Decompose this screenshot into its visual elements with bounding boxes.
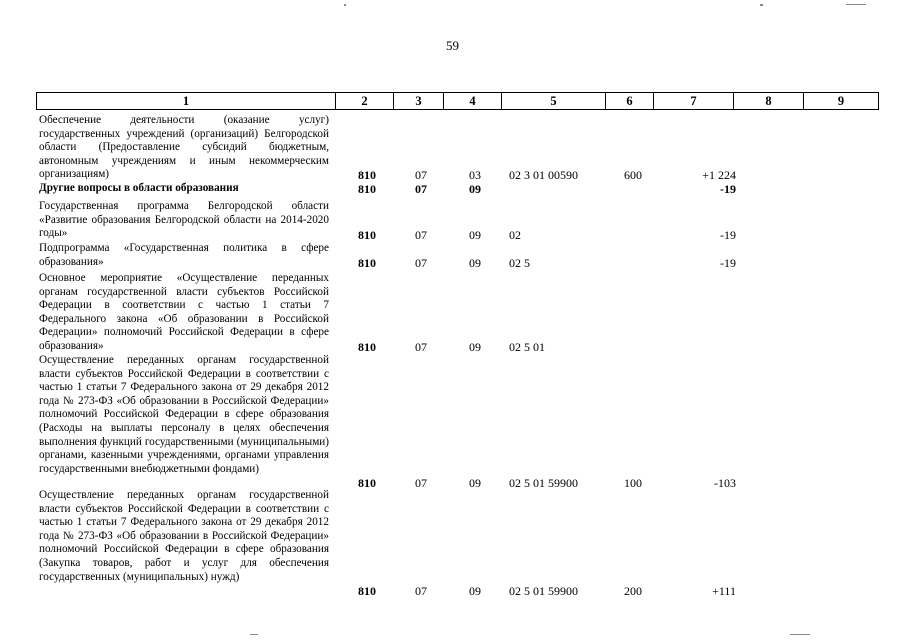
- cell-col-2: 810: [358, 476, 376, 490]
- cell-col-4: 09: [469, 340, 481, 354]
- header-col-1: 1: [37, 93, 336, 109]
- cell-col-2: 810: [358, 340, 376, 354]
- cell-col-4: 09: [469, 182, 481, 196]
- cell-col-3: 07: [415, 256, 427, 270]
- cell-col-5: 02 5: [509, 256, 530, 270]
- cell-col-2: 810: [358, 182, 376, 196]
- row-description: Другие вопросы в области образования: [39, 182, 239, 194]
- cell-col-4: 03: [469, 168, 481, 182]
- cell-col-7: -19: [720, 256, 736, 270]
- cell-col-5: 02 5 01 59900: [509, 476, 578, 490]
- cell-col-3: 07: [415, 340, 427, 354]
- header-col-6: 6: [606, 93, 654, 109]
- cell-col-6: 600: [624, 168, 642, 182]
- row-description: Основное мероприятие «Осуществление переданных органам государственной власти субъектов Российской Федерации в соответствии с частью 1 статьи 7 Федерального закона «Об образовании в Российской Федерации» полномочий Российской Федерации в сфере образования»: [39, 272, 329, 352]
- cell-col-4: 09: [469, 584, 481, 598]
- header-col-7: 7: [654, 93, 734, 109]
- header-col-5: 5: [502, 93, 606, 109]
- cell-col-3: 07: [415, 182, 427, 196]
- cell-col-3: 07: [415, 476, 427, 490]
- cell-col-3: 07: [415, 584, 427, 598]
- cell-col-5: 02: [509, 228, 521, 242]
- scan-mark: [846, 4, 866, 5]
- cell-col-2: 810: [358, 168, 376, 182]
- scan-mark: [250, 634, 258, 635]
- cell-col-2: 810: [358, 584, 376, 598]
- header-col-2: 2: [336, 93, 394, 109]
- page-number: 59: [446, 38, 459, 53]
- cell-col-4: 09: [469, 256, 481, 270]
- cell-col-7: -19: [720, 228, 736, 242]
- scan-mark: [760, 4, 763, 6]
- cell-col-7: -103: [714, 476, 736, 490]
- cell-col-5: 02 5 01 59900: [509, 584, 578, 598]
- table-header: [36, 92, 879, 110]
- cell-col-2: 810: [358, 256, 376, 270]
- header-col-3: 3: [394, 93, 444, 109]
- row-description: Осуществление переданных органам государственной власти субъектов Российской Федерации в соответствии с частью 1 статьи 7 Федерального закона от 29 декабря 2012 года № 273-ФЗ «Об образовании в Российской Федерации» полномочий Российской Федерации в сфере образования (Расходы на выплаты персоналу в целях обеспечения выполнения функций государственными (муниципальными) органами, казенными учреждениями, органами управления государственными внебюджетными фондами): [39, 354, 329, 475]
- cell-col-4: 09: [469, 228, 481, 242]
- cell-col-7: -19: [720, 182, 736, 196]
- cell-col-3: 07: [415, 168, 427, 182]
- cell-col-2: 810: [358, 228, 376, 242]
- cell-col-7: +1 224: [702, 168, 736, 182]
- row-description: Государственная программа Белгородской области «Развитие образования Белгородской области на 2014-2020 годы»: [39, 200, 329, 240]
- cell-col-6: 200: [624, 584, 642, 598]
- row-description: Обеспечение деятельности (оказание услуг) государственных учреждений (организаций) Белгородской области (Предоставление субсидий бюджетным, автономным учреждениям и иным некоммерческим организациям): [39, 114, 329, 181]
- cell-col-5: 02 3 01 00590: [509, 168, 578, 182]
- row-description: Осуществление переданных органам государственной власти субъектов Российской Федерации в соответствии с частью 1 статьи 7 Федерального закона от 29 декабря 2012 года № 273-ФЗ «Об образовании в Российской Федерации» полномочий Российской Федерации в сфере образования (Закупка товаров, работ и услуг для обеспечения государственных (муниципальных) нужд): [39, 489, 329, 583]
- header-col-9: 9: [837, 94, 845, 108]
- cell-col-3: 07: [415, 228, 427, 242]
- cell-col-6: 100: [624, 476, 642, 490]
- cell-col-4: 09: [469, 476, 481, 490]
- scan-mark: [344, 4, 346, 6]
- row-description: Подпрограмма «Государственная политика в сфере образования»: [39, 242, 329, 268]
- cell-col-5: 02 5 01: [509, 340, 545, 354]
- header-col-4: 4: [444, 93, 502, 109]
- header-col-8: 8: [734, 93, 804, 109]
- cell-col-7: +111: [712, 584, 736, 598]
- scan-mark: [790, 634, 810, 635]
